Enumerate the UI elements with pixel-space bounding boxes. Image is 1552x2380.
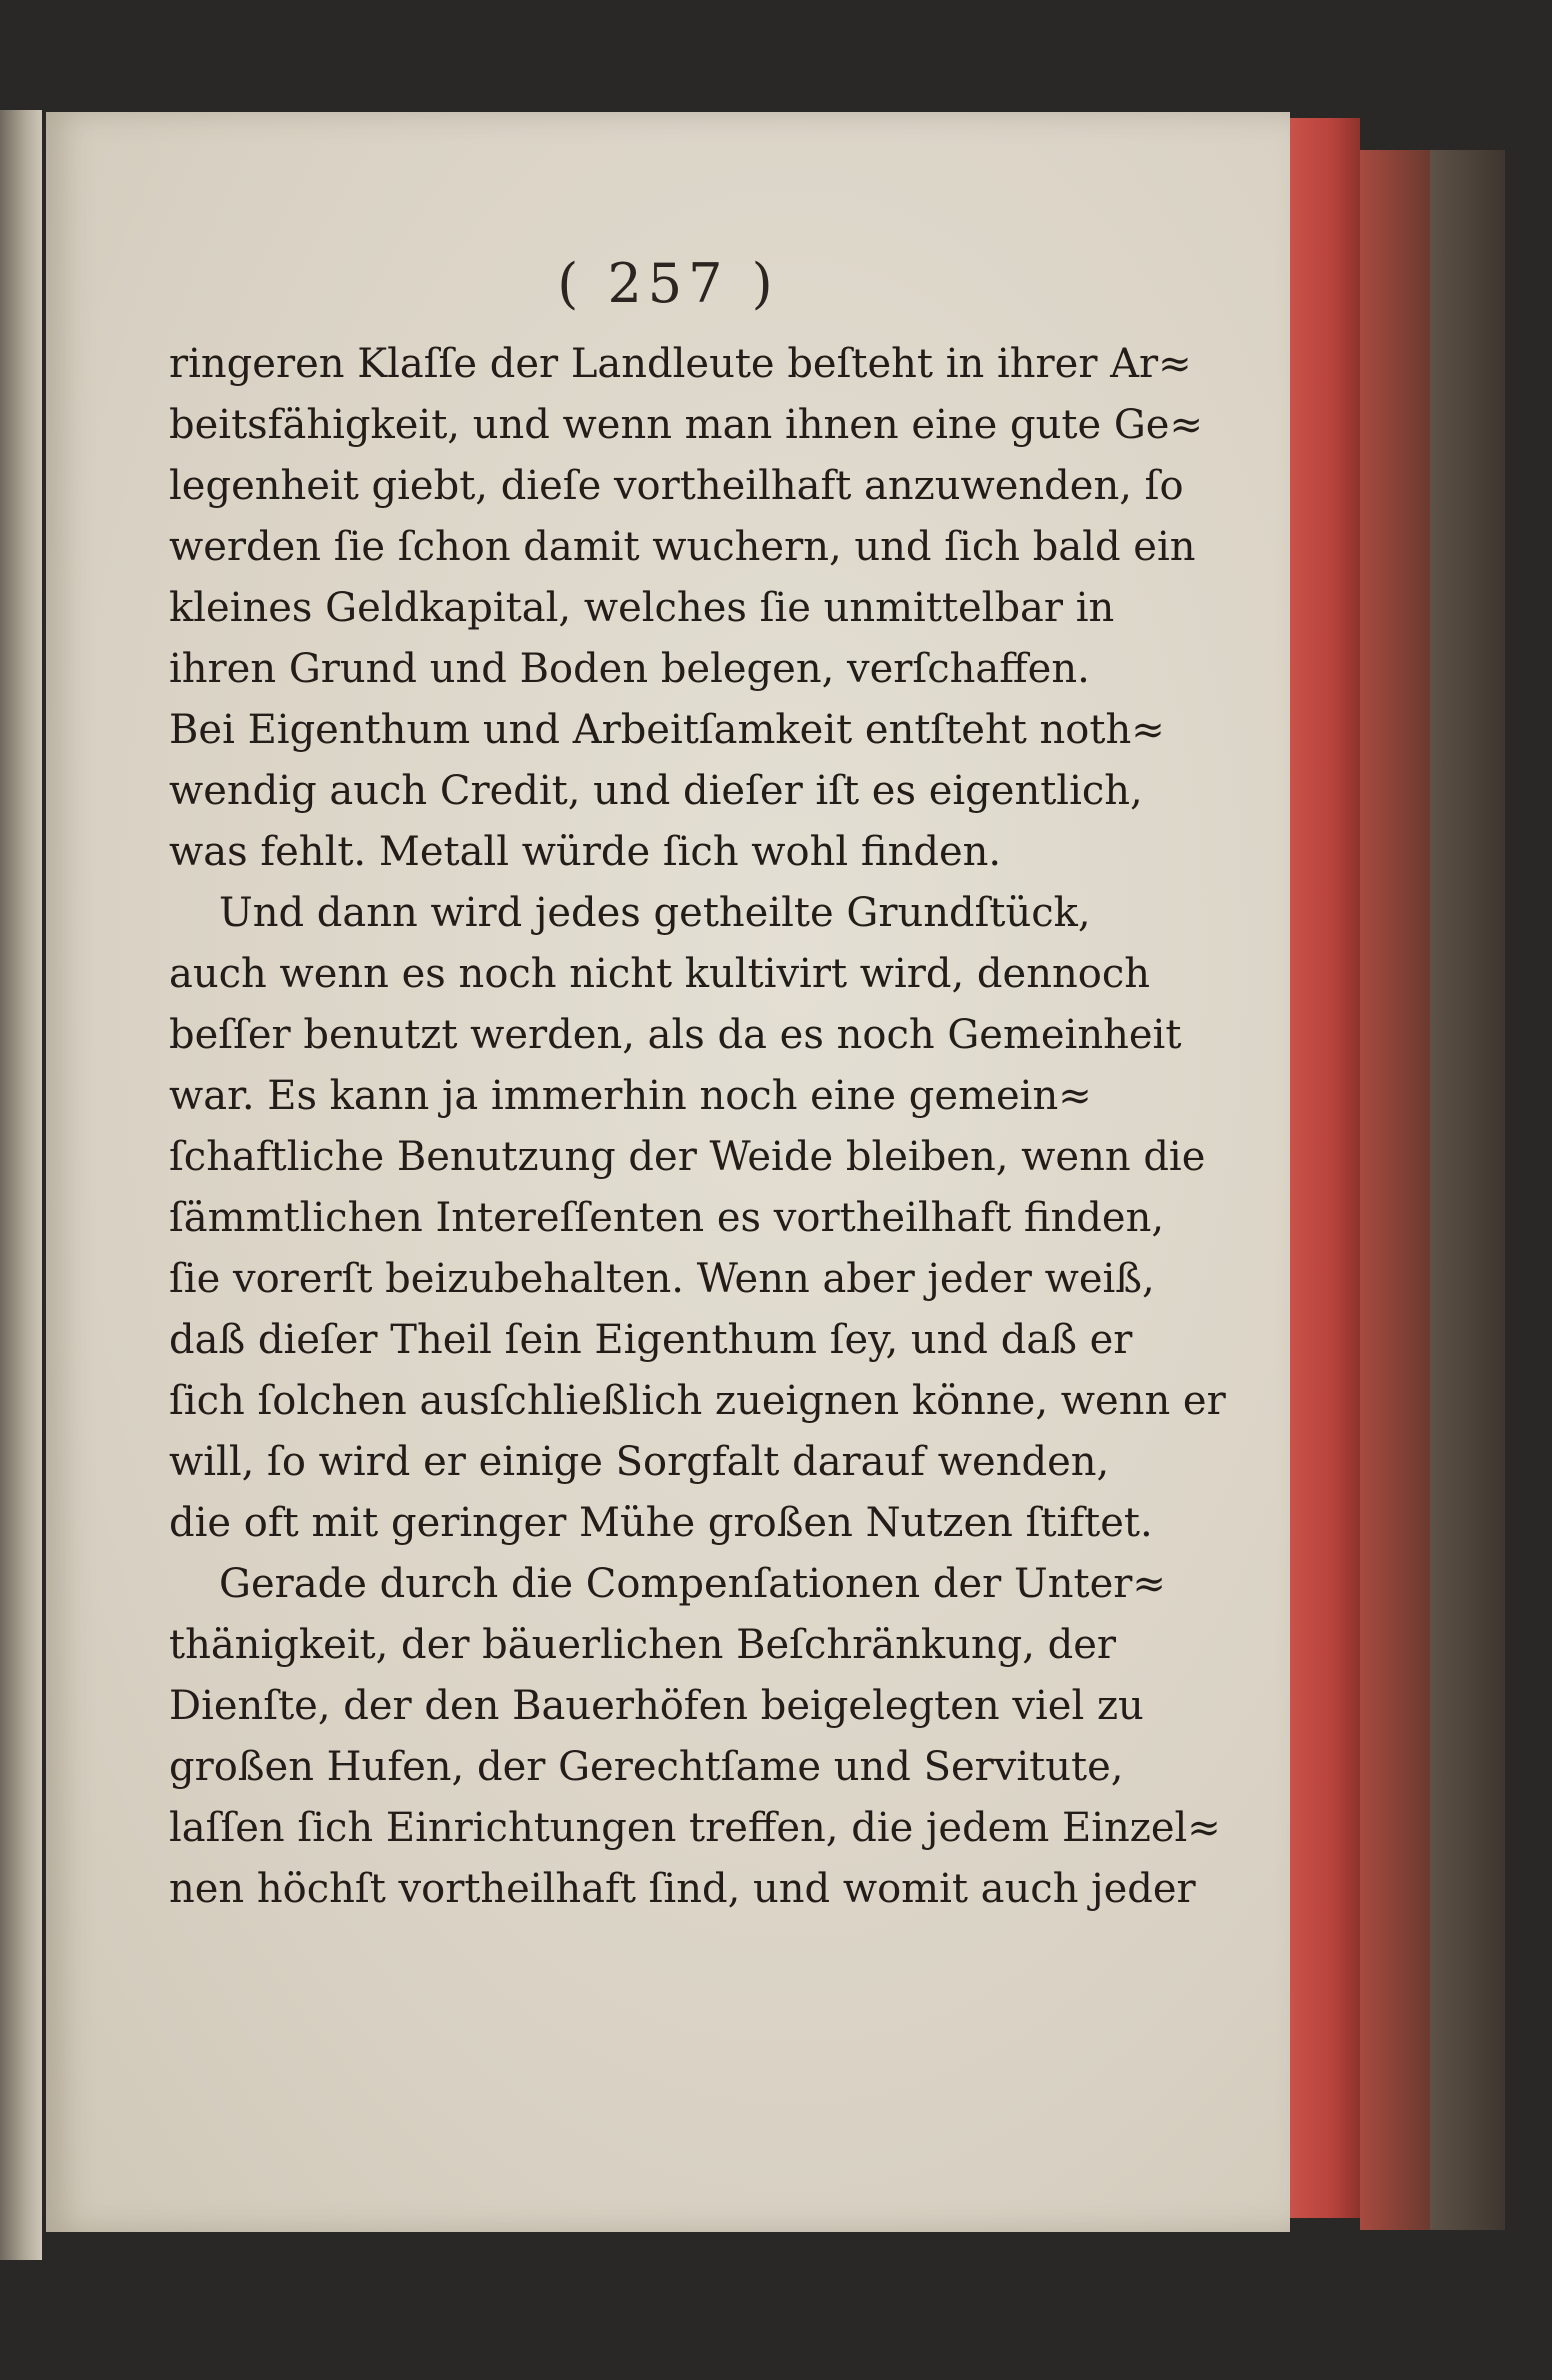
- text-line: die oft mit geringer Mühe großen Nutzen ſtiftet.: [169, 1500, 1153, 1546]
- red-fore-edge: [1290, 118, 1360, 2218]
- fore-edge-shadow: [1360, 150, 1430, 2230]
- text-line: legenheit giebt, dieſe vortheilhaft anzuwenden, ſo: [169, 463, 1184, 509]
- text-line: Und dann wird jedes getheilte Grundſtück,: [219, 890, 1091, 936]
- text-line: will, ſo wird er einige Sorgfalt darauf wenden,: [169, 1439, 1110, 1485]
- text-line: Dienſte, der den Bauerhöfen beigelegten viel zu: [169, 1683, 1144, 1729]
- book-page: [46, 112, 1290, 2232]
- text-line: wendig auch Credit, und dieſer iſt es eigentlich,: [169, 768, 1143, 814]
- text-line: Gerade durch die Compenſationen der Unter≈: [219, 1561, 1166, 1607]
- text-line: ihren Grund und Boden belegen, verſchaffen.: [169, 646, 1090, 692]
- text-line: nen höchſt vortheilhaft ſind, und womit auch jeder: [169, 1866, 1196, 1912]
- book-cover: [1430, 150, 1505, 2230]
- page-number: ( 257 ): [557, 252, 779, 315]
- text-line: kleines Geldkapital, welches ſie unmittelbar in: [169, 585, 1115, 631]
- text-line: werden ſie ſchon damit wuchern, und ſich bald ein: [169, 524, 1196, 570]
- text-line: ringeren Klaſſe der Landleute beſteht in ihrer Ar≈: [169, 341, 1192, 387]
- text-line: thänigkeit, der bäuerlichen Beſchränkung, der: [169, 1622, 1117, 1668]
- text-line: ſämmtlichen Intereſſenten es vortheilhaft finden,: [169, 1195, 1165, 1241]
- body-text: [169, 334, 1226, 1920]
- text-line: beitsfähigkeit, und wenn man ihnen eine gute Ge≈: [169, 402, 1203, 448]
- left-page-edge: [0, 110, 42, 2260]
- text-line: war. Es kann ja immerhin noch eine gemein≈: [169, 1073, 1092, 1119]
- text-line: daß dieſer Theil ſein Eigenthum ſey, und daß er: [169, 1317, 1133, 1363]
- text-line: laſſen ſich Einrichtungen treffen, die jedem Einzel≈: [169, 1805, 1221, 1851]
- text-line: beſſer benutzt werden, als da es noch Gemeinheit: [169, 1012, 1182, 1058]
- text-line: was fehlt. Metall würde ſich wohl finden.: [169, 829, 1002, 875]
- text-line: ſich ſolchen ausſchließlich zueignen könne, wenn er: [169, 1378, 1226, 1424]
- text-line: ſchaftliche Benutzung der Weide bleiben, wenn die: [169, 1134, 1206, 1180]
- text-line: großen Hufen, der Gerechtſame und Servitute,: [169, 1744, 1124, 1790]
- text-line: ſie vorerſt beizubehalten. Wenn aber jeder weiß,: [169, 1256, 1155, 1302]
- text-line: auch wenn es noch nicht kultivirt wird, dennoch: [169, 951, 1150, 997]
- text-line: Bei Eigenthum und Arbeitſamkeit entſteht noth≈: [169, 707, 1165, 753]
